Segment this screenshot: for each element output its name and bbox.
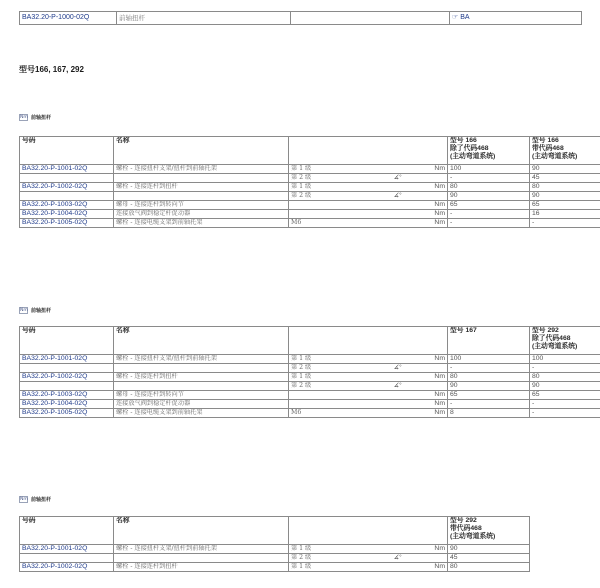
column-header-line: (主动弯道系统) xyxy=(532,343,578,350)
table-row xyxy=(20,219,600,228)
description-cell: 连接放气阀到稳定杆促动器 xyxy=(114,210,289,219)
unit-cell: Nm xyxy=(422,219,448,228)
table-row xyxy=(20,183,600,192)
value-cell: 16 xyxy=(530,210,600,219)
part-number-cell[interactable]: BA32.20-P-1002-02Q xyxy=(20,183,114,192)
part-number-cell[interactable]: BA32.20-P-1004-02Q xyxy=(20,400,114,409)
column-header: 号码 xyxy=(20,517,114,545)
part-number-cell[interactable]: BA32.20-P-1004-02Q xyxy=(20,210,114,219)
unit-cell xyxy=(422,192,448,201)
value-cell: 65 xyxy=(530,201,600,210)
value-cell: 100 xyxy=(448,165,530,174)
part-number-cell[interactable]: BA32.20-P-1003-02Q xyxy=(20,201,114,210)
description-cell: 螺栓 - 连接连杆到扭杆 xyxy=(114,563,289,572)
column-header xyxy=(374,137,422,165)
table-row xyxy=(20,210,600,219)
value-cell: 90 xyxy=(530,382,600,391)
value-cell: - xyxy=(448,400,530,409)
table-row xyxy=(20,382,600,391)
angle-icon xyxy=(374,545,422,554)
stage-cell: 第 1 级 xyxy=(289,563,374,572)
value-cell: 80 xyxy=(530,183,600,192)
stage-cell: 第 1 级 xyxy=(289,183,374,192)
unit-cell: Nm xyxy=(422,201,448,210)
table-header-row xyxy=(20,517,530,545)
angle-icon xyxy=(374,165,422,174)
column-header-line: 带代码468 xyxy=(450,525,482,532)
part-number-cell[interactable]: BA32.20-P-1002-02Q xyxy=(20,373,114,382)
column-header xyxy=(422,137,448,165)
torque-icon: Nm xyxy=(20,497,28,502)
unit-cell: Nm xyxy=(422,545,448,554)
column-header-line: 型号 292 xyxy=(450,517,477,524)
table-row xyxy=(20,409,600,418)
angle-icon: ∡° xyxy=(374,192,422,201)
column-header-line: 除了代码468 xyxy=(532,335,571,342)
table-row xyxy=(20,174,600,183)
section-title-3 xyxy=(19,496,51,503)
stage-cell xyxy=(289,201,374,210)
part-number-cell xyxy=(20,192,114,201)
unit-cell: Nm xyxy=(422,165,448,174)
description-cell: 螺栓 - 连接扭杆支架/扭杆到前轴托架 xyxy=(114,545,289,554)
stage-cell: 第 2 级 xyxy=(289,382,374,391)
table-row xyxy=(20,192,600,201)
description-cell: 螺栓 - 连接连杆到扭杆 xyxy=(114,373,289,382)
torque-icon: Nm xyxy=(20,115,28,120)
angle-icon: ∡° xyxy=(374,174,422,183)
value-cell: 80 xyxy=(448,183,530,192)
column-header xyxy=(289,137,374,165)
part-number-cell[interactable]: BA32.20-P-1002-02Q xyxy=(20,563,114,572)
table-row xyxy=(20,165,600,174)
column-header xyxy=(530,327,600,355)
description-cell xyxy=(114,382,289,391)
value-cell: 45 xyxy=(448,554,530,563)
description-cell: 螺母 - 连接连杆到转向节 xyxy=(114,201,289,210)
section-title-2 xyxy=(19,307,51,314)
unit-cell: Nm xyxy=(422,373,448,382)
value-cell: - xyxy=(448,174,530,183)
table-row xyxy=(20,391,600,400)
description-cell: 螺栓 - 连接连杆到扭杆 xyxy=(114,183,289,192)
table-row xyxy=(20,201,600,210)
angle-icon xyxy=(374,183,422,192)
value-cell: - xyxy=(448,210,530,219)
description-cell xyxy=(114,554,289,563)
description-cell xyxy=(114,364,289,373)
value-cell: - xyxy=(530,219,600,228)
stage-cell: 第 1 级 xyxy=(289,355,374,364)
description-cell: 连接放气阀到稳定杆促动器 xyxy=(114,400,289,409)
value-cell: - xyxy=(530,409,600,418)
stage-cell: 第 2 级 xyxy=(289,554,374,563)
table-header-row xyxy=(20,327,600,355)
description-cell: 螺栓 - 连接扭杆支架/扭杆到前轴托架 xyxy=(114,355,289,364)
angle-icon xyxy=(374,201,422,210)
value-cell: - xyxy=(448,364,530,373)
column-header xyxy=(530,137,600,165)
part-number-cell[interactable]: BA32.20-P-1001-02Q xyxy=(20,165,114,174)
part-number-cell[interactable]: BA32.20-P-1001-02Q xyxy=(20,355,114,364)
value-cell: 90 xyxy=(530,192,600,201)
torque-table-3 xyxy=(19,516,530,572)
angle-icon xyxy=(374,219,422,228)
value-cell: 8 xyxy=(448,409,530,418)
column-header: 号码 xyxy=(20,137,114,165)
stage-cell: 第 2 级 xyxy=(289,364,374,373)
stage-cell: 第 2 级 xyxy=(289,174,374,183)
table-row xyxy=(20,373,600,382)
part-number-cell xyxy=(20,364,114,373)
part-number-cell xyxy=(20,174,114,183)
stage-cell: M6 xyxy=(289,409,374,418)
stage-cell: M6 xyxy=(289,219,374,228)
section-title-text: 前轴扭杆 xyxy=(31,308,52,314)
header-empty-cell xyxy=(291,12,450,24)
value-cell: 65 xyxy=(448,201,530,210)
value-cell: 65 xyxy=(448,391,530,400)
stage-cell: 第 2 级 xyxy=(289,192,374,201)
section-title-1 xyxy=(19,114,51,121)
column-header xyxy=(374,327,422,355)
stage-cell xyxy=(289,400,374,409)
description-cell xyxy=(114,174,289,183)
section-title-text: 前轴扭杆 xyxy=(31,115,52,121)
header-part-name: 前轴扭杆 xyxy=(117,12,291,24)
part-number-cell[interactable]: BA32.20-P-1005-02Q xyxy=(20,409,114,418)
description-cell: 螺栓 - 连接电缆支架到前轴托架 xyxy=(114,409,289,418)
value-cell: 90 xyxy=(448,192,530,201)
unit-cell: Nm xyxy=(422,563,448,572)
page-title: 型号166, 167, 292 xyxy=(19,65,84,74)
angle-icon xyxy=(374,210,422,219)
stage-cell: 第 1 级 xyxy=(289,373,374,382)
column-header-line: (主动弯道系统) xyxy=(450,153,496,160)
part-number-cell[interactable]: BA32.20-P-1003-02Q xyxy=(20,391,114,400)
value-cell: 100 xyxy=(448,355,530,364)
table-row xyxy=(20,364,600,373)
column-header-line: (主动弯道系统) xyxy=(450,533,496,540)
description-cell xyxy=(114,192,289,201)
unit-cell xyxy=(422,382,448,391)
stage-cell xyxy=(289,391,374,400)
column-header-line: 除了代码468 xyxy=(450,145,489,152)
value-cell: 80 xyxy=(448,563,530,572)
value-cell: 90 xyxy=(530,165,600,174)
column-header xyxy=(422,327,448,355)
unit-cell xyxy=(422,364,448,373)
angle-icon xyxy=(374,355,422,364)
angle-icon: ∡° xyxy=(374,364,422,373)
angle-icon: ∡° xyxy=(374,554,422,563)
part-number-cell xyxy=(20,554,114,563)
column-header xyxy=(374,517,422,545)
column-header: 名称 xyxy=(114,517,289,545)
table-row xyxy=(20,554,530,563)
column-header xyxy=(448,517,530,545)
section-title-text: 前轴扭杆 xyxy=(31,497,52,503)
angle-icon xyxy=(374,373,422,382)
part-number-cell[interactable]: BA32.20-P-1001-02Q xyxy=(20,545,114,554)
column-header-line: 带代码468 xyxy=(532,145,564,152)
table-row xyxy=(20,355,600,364)
column-header xyxy=(448,137,530,165)
unit-cell: Nm xyxy=(422,183,448,192)
angle-icon xyxy=(374,400,422,409)
description-cell: 螺栓 - 连接扭杆支架/扭杆到前轴托架 xyxy=(114,165,289,174)
column-header xyxy=(289,517,374,545)
unit-cell: Nm xyxy=(422,391,448,400)
table-row xyxy=(20,545,530,554)
description-cell: 螺母 - 连接连杆到转向节 xyxy=(114,391,289,400)
table-row xyxy=(20,400,600,409)
value-cell: - xyxy=(530,364,600,373)
header-part-number[interactable]: BA32.20-P-1000-02Q xyxy=(20,12,117,24)
column-header-line: 型号 167 xyxy=(450,327,477,334)
column-header xyxy=(422,517,448,545)
torque-icon: Nm xyxy=(20,308,28,313)
part-number-cell xyxy=(20,382,114,391)
unit-cell xyxy=(422,174,448,183)
torque-table-2 xyxy=(19,326,600,418)
value-cell: - xyxy=(448,219,530,228)
column-header: 名称 xyxy=(114,137,289,165)
table-row xyxy=(20,563,530,572)
unit-cell: Nm xyxy=(422,400,448,409)
unit-cell: Nm xyxy=(422,409,448,418)
value-cell: 45 xyxy=(530,174,600,183)
angle-icon xyxy=(374,409,422,418)
value-cell: 80 xyxy=(448,373,530,382)
column-header: 号码 xyxy=(20,327,114,355)
column-header: 名称 xyxy=(114,327,289,355)
angle-icon: ∡° xyxy=(374,382,422,391)
header-row xyxy=(19,11,582,25)
part-number-cell[interactable]: BA32.20-P-1005-02Q xyxy=(20,219,114,228)
unit-cell xyxy=(422,554,448,563)
value-cell: 100 xyxy=(530,355,600,364)
stage-cell: 第 1 级 xyxy=(289,545,374,554)
value-cell: 90 xyxy=(448,545,530,554)
unit-cell: Nm xyxy=(422,210,448,219)
value-cell: 90 xyxy=(448,382,530,391)
table-header-row xyxy=(20,137,600,165)
value-cell: 80 xyxy=(530,373,600,382)
column-header xyxy=(448,327,530,355)
value-cell: - xyxy=(530,400,600,409)
angle-icon xyxy=(374,563,422,572)
stage-cell: 第 1 级 xyxy=(289,165,374,174)
column-header xyxy=(289,327,374,355)
column-header-line: 型号 292 xyxy=(532,327,559,334)
angle-icon xyxy=(374,391,422,400)
torque-table-1 xyxy=(19,136,600,228)
column-header-line: 型号 166 xyxy=(450,137,477,144)
stage-cell xyxy=(289,210,374,219)
value-cell: 65 xyxy=(530,391,600,400)
unit-cell: Nm xyxy=(422,355,448,364)
column-header-line: (主动弯道系统) xyxy=(532,153,578,160)
description-cell: 螺栓 - 连接电缆支架到前轴托架 xyxy=(114,219,289,228)
header-reference-link[interactable]: ☞ BA xyxy=(452,14,470,21)
column-header-line: 型号 166 xyxy=(532,137,559,144)
